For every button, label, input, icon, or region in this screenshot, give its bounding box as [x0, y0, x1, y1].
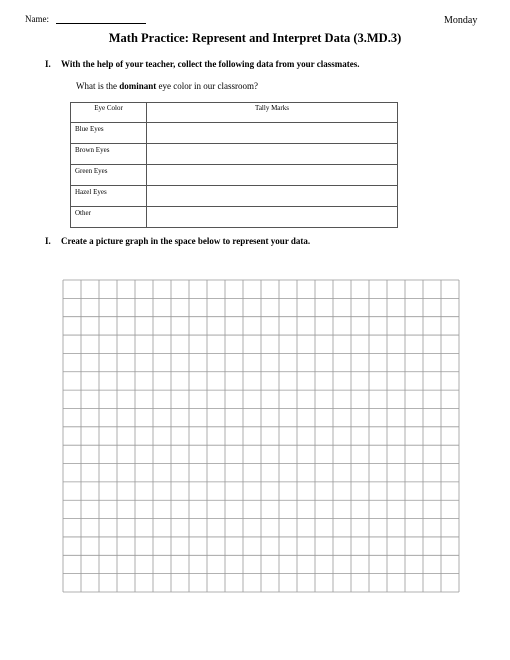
eye-color-header: Eye Color	[71, 103, 147, 123]
question-text	[76, 81, 258, 91]
tally-cell[interactable]	[147, 165, 398, 186]
tally-table	[70, 102, 398, 228]
section-1-text: With the help of your teacher, collect the following data from your classmates.	[61, 59, 360, 69]
question-prefix: What is the	[76, 81, 120, 91]
page-title: Math Practice: Represent and Interpret Data (3.MD.3)	[108, 31, 402, 45]
name-field[interactable]	[56, 23, 146, 24]
tally-cell[interactable]	[147, 186, 398, 207]
section-2-instruction	[45, 236, 310, 246]
section-2-numeral: I.	[45, 236, 51, 246]
table-row	[71, 144, 398, 165]
question-suffix: eye color in our classroom?	[156, 81, 258, 91]
table-row	[71, 123, 398, 144]
table-row	[71, 165, 398, 186]
eye-color-cell: Brown Eyes	[71, 144, 147, 165]
eye-color-cell: Blue Eyes	[71, 123, 147, 144]
section-1-instruction	[45, 59, 359, 69]
name-label: Name:	[25, 14, 49, 24]
eye-color-cell: Green Eyes	[71, 165, 147, 186]
tally-marks-header: Tally Marks	[147, 103, 398, 123]
picture-graph-grid[interactable]	[62, 279, 460, 593]
day-label: Monday	[444, 15, 478, 26]
section-1-numeral: I.	[45, 59, 51, 69]
table-row	[71, 186, 398, 207]
eye-color-cell: Other	[71, 207, 147, 228]
section-2-text: Create a picture graph in the space below to represent your data.	[61, 236, 311, 246]
tally-cell[interactable]	[147, 144, 398, 165]
table-row	[71, 207, 398, 228]
question-emphasis: dominant	[119, 81, 157, 91]
eye-color-cell: Hazel Eyes	[71, 186, 147, 207]
tally-cell[interactable]	[147, 123, 398, 144]
tally-header-row	[71, 103, 398, 123]
tally-cell[interactable]	[147, 207, 398, 228]
